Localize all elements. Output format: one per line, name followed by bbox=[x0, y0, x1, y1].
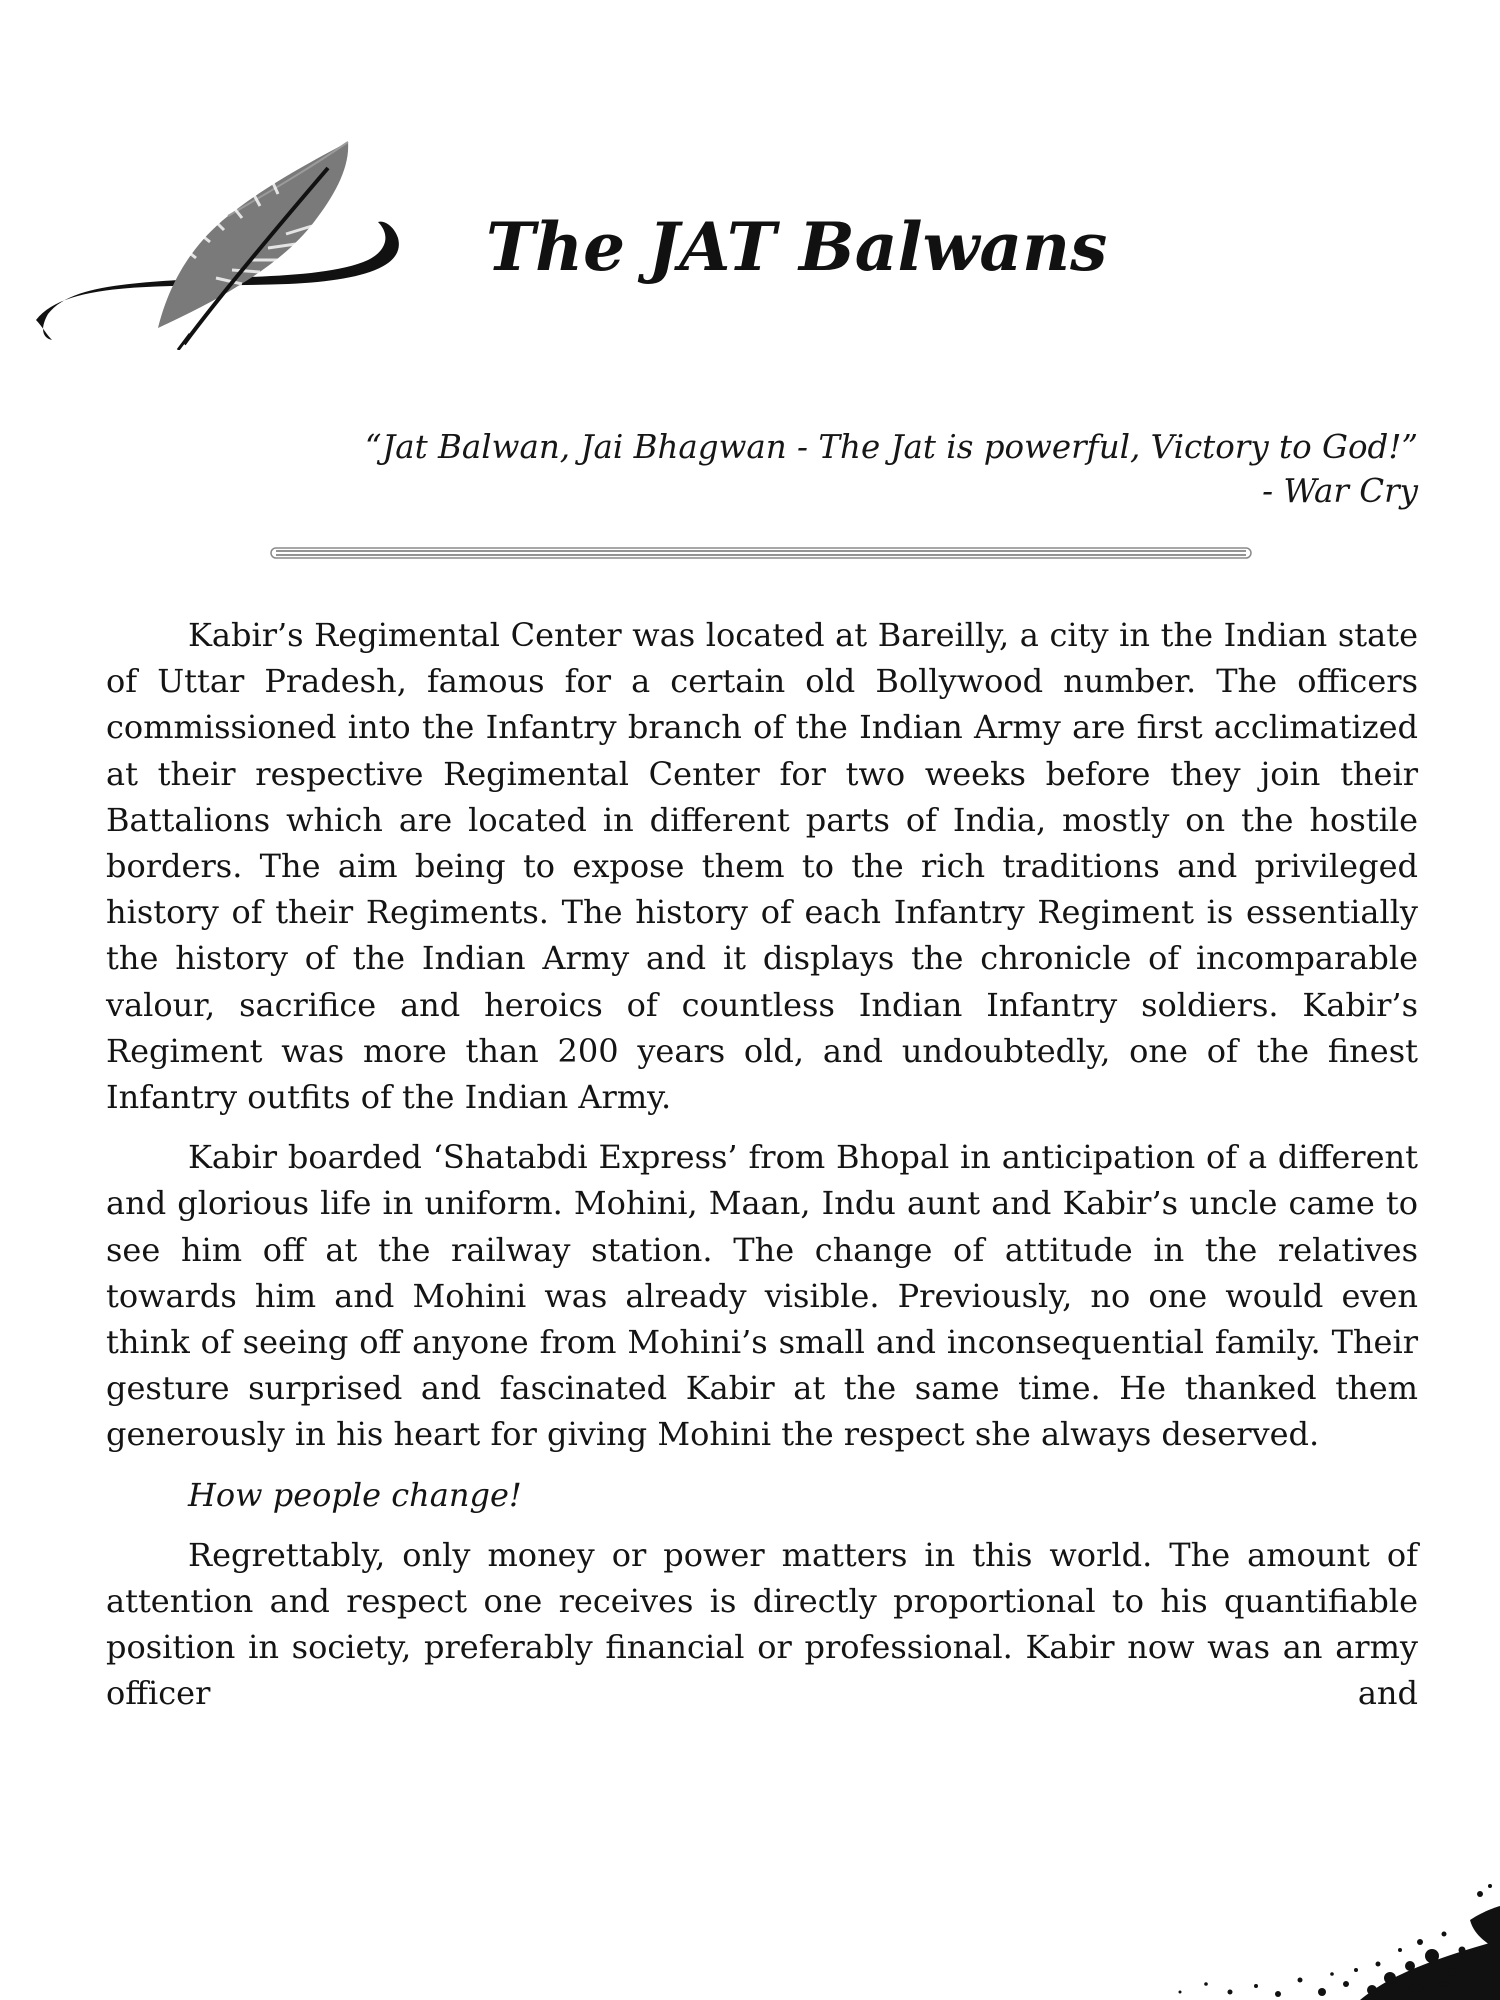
ink-splatter bbox=[1060, 1880, 1500, 2000]
epigraph-attribution: - War Cry bbox=[1262, 472, 1418, 510]
chapter-body bbox=[106, 612, 1418, 1717]
body-paragraph: Kabir’s Regimental Center was located at Bareilly, a city in the Indian state of Uttar Pradesh, famous for a certain old Bollywood number. The officers commissioned into the Infantry branch of the Indian Army are first acclimatized at their respective Regimental Center for two weeks before they join their Battalions which are located in different parts of India, mostly on the hostile borders. The aim being to expose them to the rich traditions and privileged history of their Regiments. The history of each Infantry Regiment is essentially the history of the Indian Army and it displays the chronicle of incomparable valour, sacrifice and heroics of countless Indian Infantry soldiers. Kabir’s Regiment was more than 200 years old, and undoubtedly, one of the finest Infantry outfits of the Indian Army. bbox=[106, 616, 1418, 1117]
epigraph bbox=[106, 425, 1418, 513]
quill-feather-icon bbox=[28, 138, 408, 350]
body-paragraph: Regrettably, only money or power matters in this world. The amount of attention and respect one receives is directly proportional to his quantifiable position in society, preferably financial or professional. Kabir now was an army officer and bbox=[106, 1535, 1418, 1713]
double-rule-divider bbox=[268, 546, 1254, 560]
chapter-title: The JAT Balwans bbox=[486, 208, 1108, 286]
body-paragraph: Kabir boarded ‘Shatabdi Express’ from Bhopal in anticipation of a different and glorious life in uniform. Mohini, Maan, Indu aunt and Kabir’s uncle came to see him off at the railway station. The change of attitude in the relatives towards him and Mohini was already visible. Previously, no one would even think of seeing off anyone from Mohini’s small and inconsequential family. Their gesture surprised and fascinated Kabir at the same time. He thanked them generously in his heart for giving Mohini the respect she always deserved. bbox=[106, 1138, 1418, 1454]
italic-aside: How people change! bbox=[188, 1475, 522, 1514]
epigraph-quote: “Jat Balwan, Jai Bhagwan - The Jat is powerful, Victory to God!” bbox=[364, 428, 1418, 466]
